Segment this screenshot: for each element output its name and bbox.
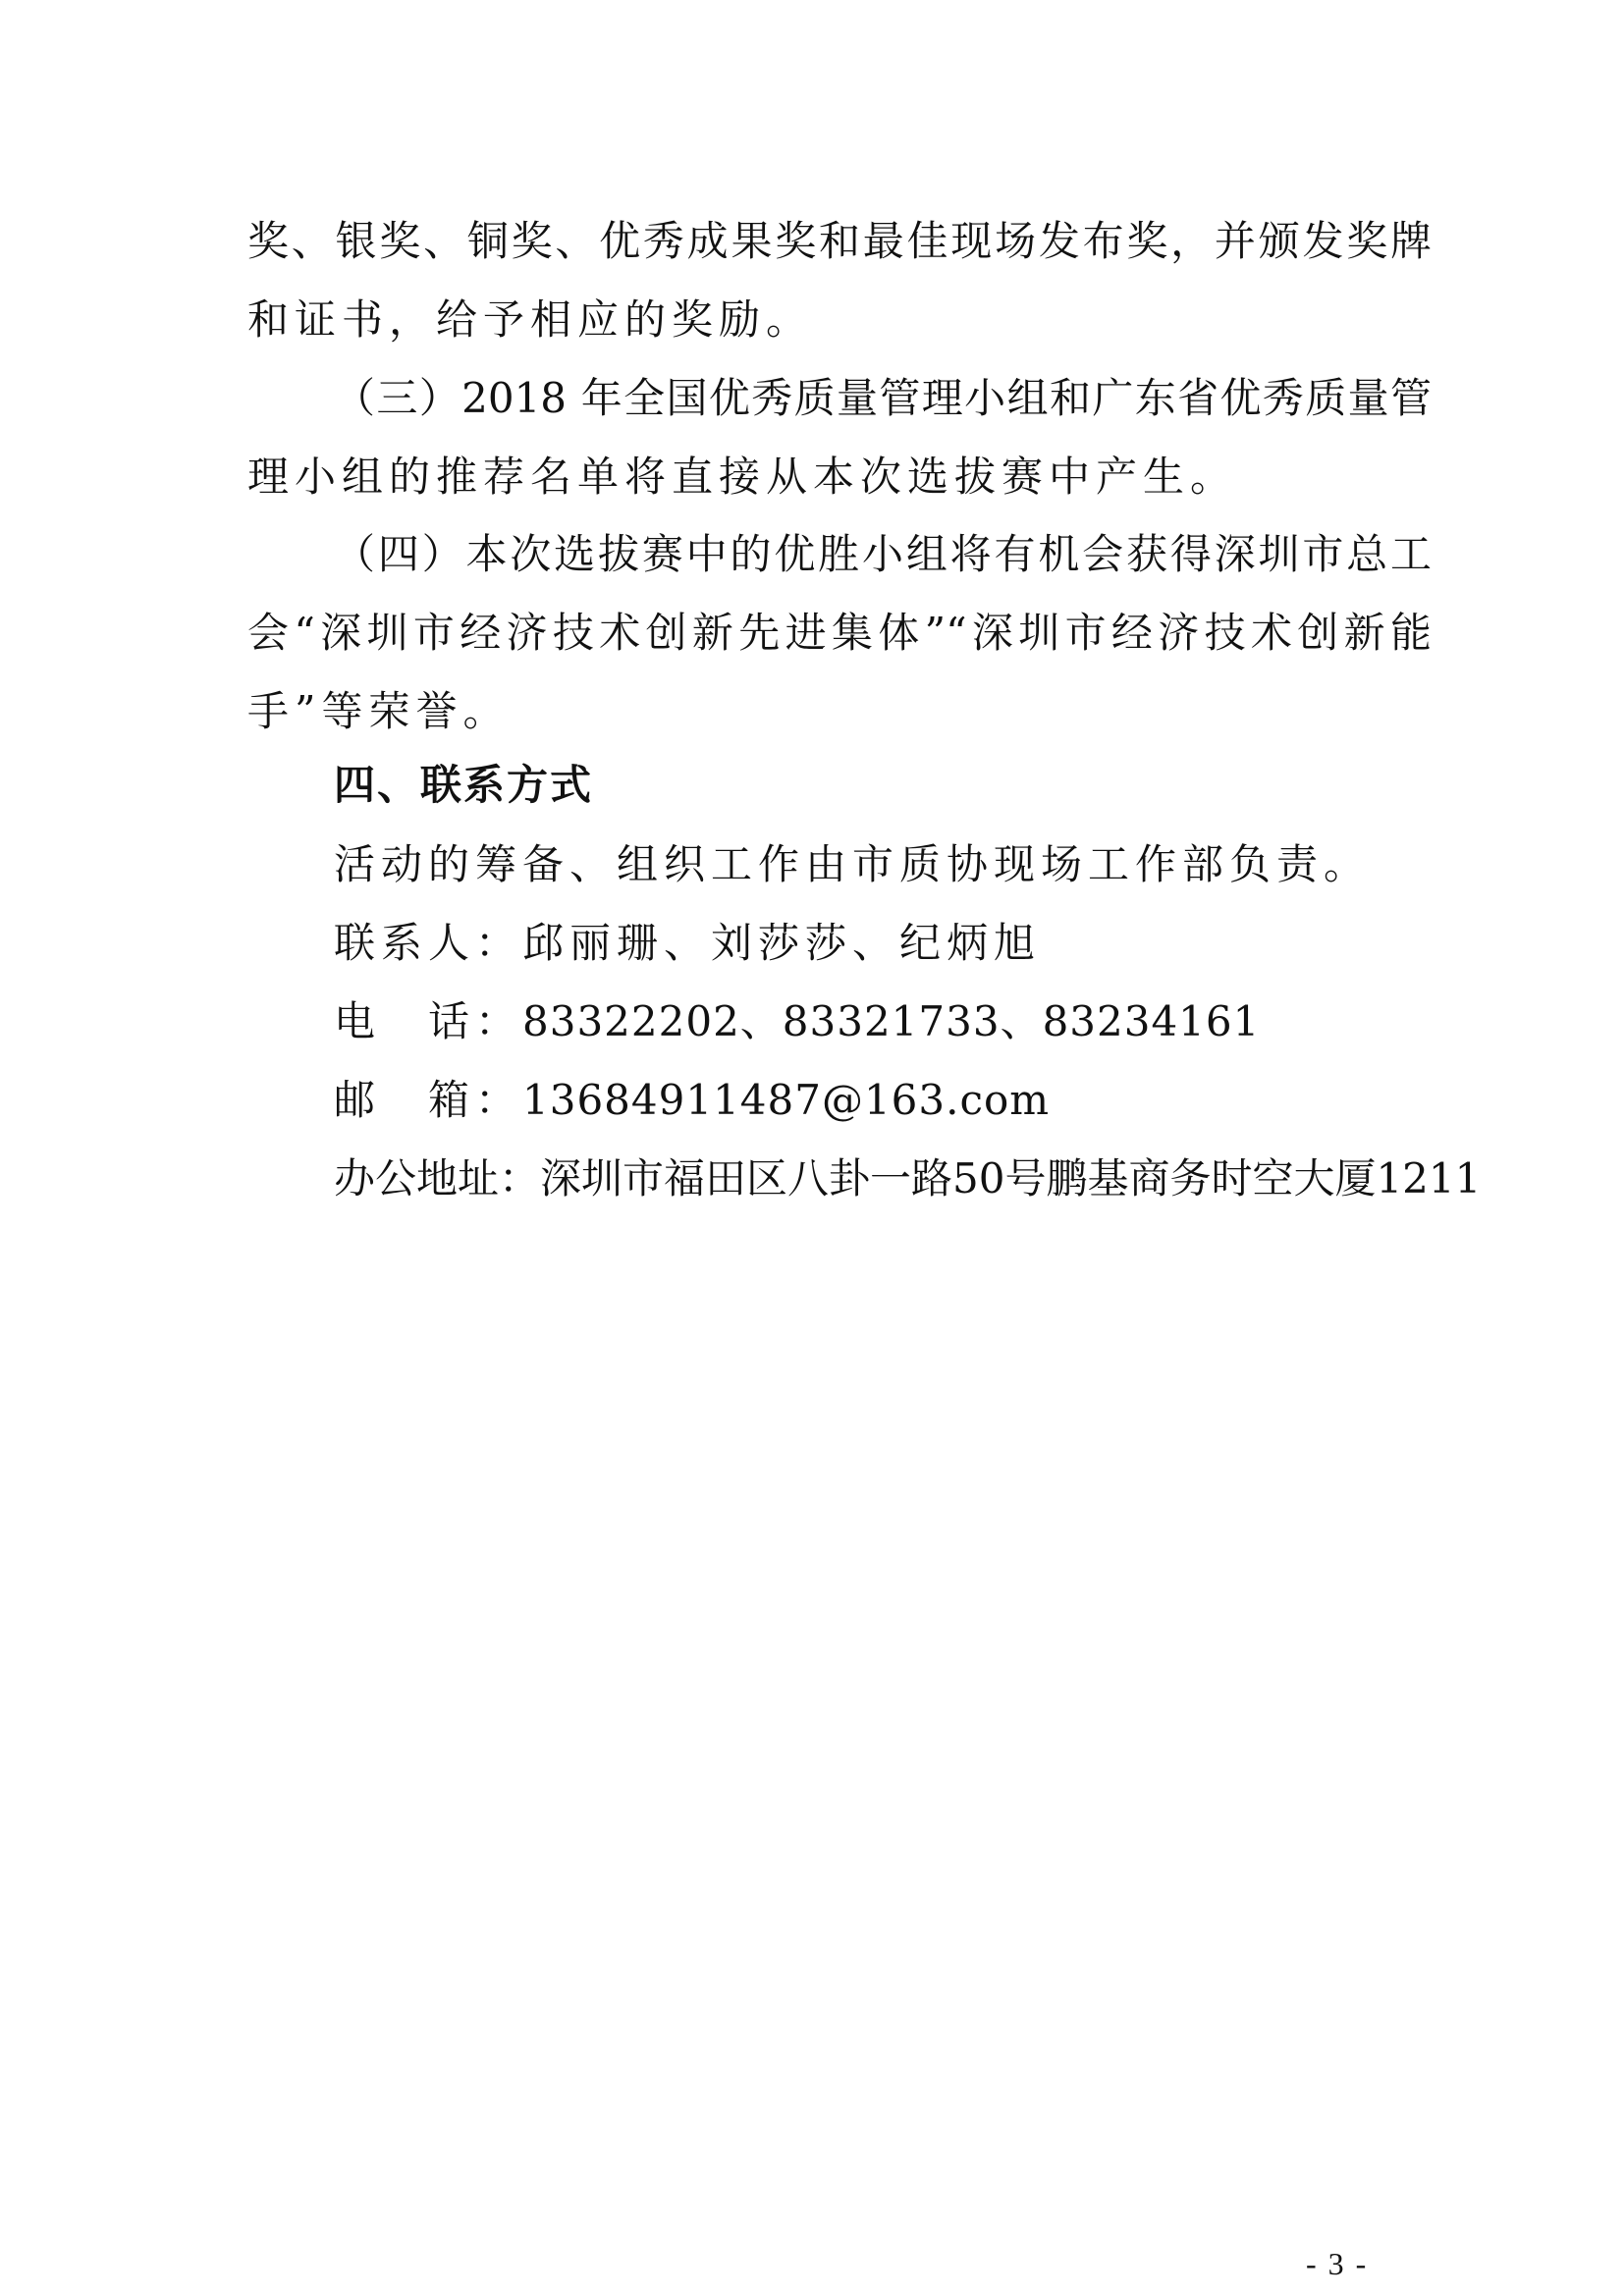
email-value: 13684911487@163.com [522, 1076, 1051, 1124]
contact-phone [334, 994, 1260, 1049]
paragraph-3-line-3: 手”等荣誉。 [247, 687, 511, 735]
paragraph-3-line-1: （四）本次选拔赛中的优胜小组将有机会获得深圳市总工 [334, 530, 1432, 578]
contact-intro: 活动的筹备、组织工作由市质协现场工作部负责。 [334, 840, 1372, 888]
phone-value: 83322202、83321733、83234161 [522, 997, 1261, 1045]
paragraph-2-line-2: 理小组的推荐名单将直接从本次选拔赛中产生。 [247, 453, 1238, 501]
email-label: 邮 箱： [334, 1076, 523, 1124]
paragraph-1-line-2: 和证书，给予相应的奖励。 [247, 295, 814, 344]
section-heading-contact: 四、联系方式 [334, 761, 594, 809]
paragraph-3-line-2: 会“深圳市经济技术创新先进集体”“深圳市经济技术创新能 [247, 609, 1432, 657]
paragraph-1-line-1: 奖、银奖、铜奖、优秀成果奖和最佳现场发布奖，并颁发奖牌 [247, 217, 1432, 265]
contact-email [334, 1073, 1050, 1128]
paragraph-2-line-1: （三）2018 年全国优秀质量管理小组和广东省优秀质量管 [334, 374, 1432, 422]
contact-persons: 联系人：邱丽珊、刘莎莎、纪炳旭 [334, 919, 1042, 967]
page-number: - 3 - [1306, 2246, 1369, 2281]
contact-address [334, 1151, 1481, 1206]
address-value: 深圳市福田区八卦一路50号鹏基商务时空大厦1211 [540, 1154, 1482, 1202]
phone-label: 电 话： [334, 997, 523, 1045]
address-label: 办公地址： [334, 1154, 541, 1202]
